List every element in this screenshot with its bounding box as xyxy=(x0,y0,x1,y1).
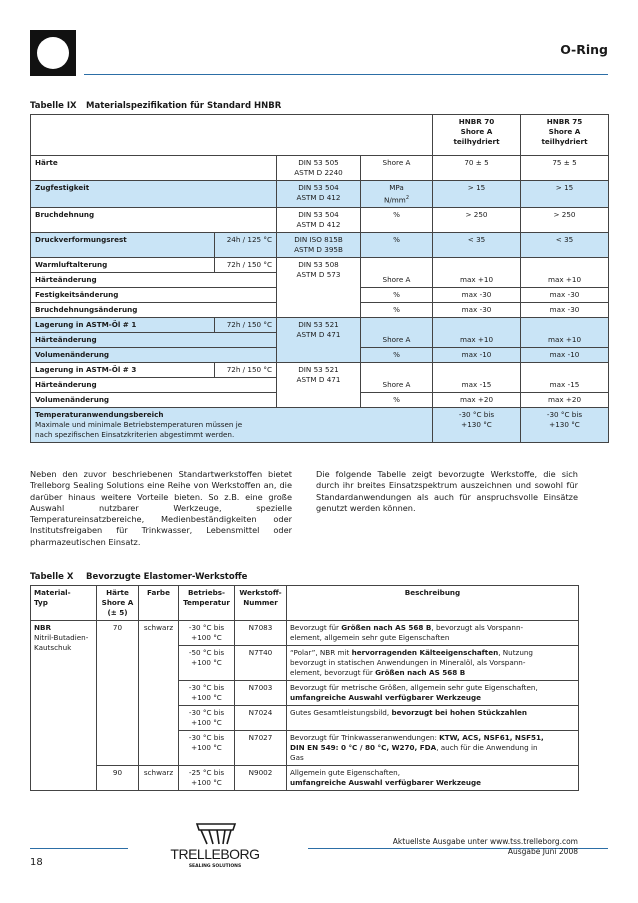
row-norm: DIN ISO 815B ASTM D 395B xyxy=(277,233,361,258)
nummer-cell: N7024 xyxy=(235,706,287,731)
beschreibung-cell: Allgemein gute Eigenschaften, umfangreiche Auswahl verfügbarer Werkzeuge xyxy=(287,766,579,791)
nummer-cell: N7083 xyxy=(235,621,287,646)
row-unit: % xyxy=(361,233,433,258)
row-value-a: max +20 xyxy=(433,393,521,408)
table9-row-oel3 xyxy=(31,363,609,378)
table10-row xyxy=(31,621,579,646)
table10-caption-text: Bevorzugte Elastomer-Werkstoffe xyxy=(86,572,248,582)
farbe-cell: schwarz xyxy=(139,766,179,791)
table9-row-zugfestigkeit xyxy=(31,181,609,208)
col-line: teilhydriert xyxy=(453,137,500,146)
row-norm: DIN 53 504 ASTM D 412 xyxy=(277,181,361,208)
row-value-b: max -15 xyxy=(521,378,609,393)
page-title: O-Ring xyxy=(560,42,608,57)
intro-paragraph-left: Neben den zuvor beschriebenen Standartwerkstoffen bietet Trelleborg Sealing Solutions eine Reihe von Werkstoffen an, die darüber hinaus weitere Vorteile bieten. So z.B. eine große Auswahl nutzbarer Werkzeuge, spezielle Temperatureinsatzbereiche, Medienbeständigkeiten oder Institutsfreigaben für Trinkwasser, Lebensmittel oder pharmazeutischen Einsatz. xyxy=(30,469,292,547)
row-unit: Shore A xyxy=(361,378,433,393)
table10-row xyxy=(31,766,579,791)
row-value-b xyxy=(521,318,609,333)
table9-row-druckverformungsrest xyxy=(31,233,609,258)
row-unit: Shore A xyxy=(361,273,433,288)
row-label: Lagerung in ASTM-Öl # 3 xyxy=(31,363,215,378)
nummer-cell: N9002 xyxy=(235,766,287,791)
row-unit xyxy=(361,318,433,333)
table10-caption xyxy=(30,572,247,582)
row-label: Druckverformungsrest xyxy=(31,233,215,258)
row-value-b: < 35 xyxy=(521,233,609,258)
brand-subtitle: SEALING SOLUTIONS xyxy=(188,864,242,869)
row-label: Zugfestigkeit xyxy=(31,181,277,208)
row-value-b: 75 ± 5 xyxy=(521,156,609,181)
row-value-a: > 250 xyxy=(433,208,521,233)
row-unit: % xyxy=(361,348,433,363)
row-value-a: max -30 xyxy=(433,303,521,318)
beschreibung-cell: Gutes Gesamtleistungsbild, bevorzugt bei hohen Stückzahlen xyxy=(287,706,579,731)
table9-row-oel1 xyxy=(31,318,609,333)
row-label: Volumenänderung xyxy=(31,348,277,363)
table9-caption xyxy=(30,101,281,111)
row-label: Härteänderung xyxy=(31,333,277,348)
footer-date-line: Ausgabe Juni 2008 xyxy=(507,847,578,856)
row-value-a: max +10 xyxy=(433,273,521,288)
header-material: Material- Typ xyxy=(31,586,97,621)
circle-icon xyxy=(37,37,69,69)
col-line: HNBR 70 xyxy=(458,117,495,126)
table10-caption-number: Tabelle X xyxy=(30,572,74,582)
brand-name: TRELLEBORG xyxy=(170,846,260,862)
beschreibung-cell: Bevorzugt für Größen nach AS 568 B, bevorzugt als Vorspann- element, allgemein sehr gute Eigenschaften xyxy=(287,621,579,646)
header-nummer: Werkstoff- Nummer xyxy=(235,586,287,621)
row-value-b: -30 °C bis +130 °C xyxy=(521,408,609,443)
beschreibung-cell: Bevorzugt für Trinkwasseranwendungen: KTW, ACS, NSF61, NSF51, DIN EN 549: 0 °C / 80 °C, W270, FDA, auch für die Anwendung in Gas xyxy=(287,731,579,766)
row-label: Härteänderung xyxy=(31,273,277,288)
haerte-cell: 90 xyxy=(97,766,139,791)
row-value-a xyxy=(433,258,521,273)
row-value-a: max +10 xyxy=(433,333,521,348)
row-unit: % xyxy=(361,303,433,318)
row-label: Festigkeitsänderung xyxy=(31,288,277,303)
header-farbe: Farbe xyxy=(139,586,179,621)
row-label: Volumenänderung xyxy=(31,393,277,408)
table9-row-haerte xyxy=(31,156,609,181)
row-label: Warmluftalterung xyxy=(31,258,215,273)
row-value-b: max +10 xyxy=(521,273,609,288)
table9-header-row xyxy=(31,115,609,156)
table9-header-empty xyxy=(31,115,433,156)
row-label: Bruchdehnung xyxy=(31,208,277,233)
footer-divider-left xyxy=(30,848,128,849)
row-unit xyxy=(361,258,433,273)
row-condition: 72h / 150 °C xyxy=(215,258,277,273)
footer-url-line: Aktuellste Ausgabe unter www.tss.trelleborg.com xyxy=(392,837,578,846)
row-norm: DIN 53 504 ASTM D 412 xyxy=(277,208,361,233)
beschreibung-cell: Bevorzugt für metrische Größen, allgemein sehr gute Eigenschaften, umfangreiche Auswahl verfügbarer Werkzeuge xyxy=(287,681,579,706)
table9-col-hnbr70 xyxy=(433,115,521,156)
row-condition: 72h / 150 °C xyxy=(215,318,277,333)
row-norm: DIN 53 505 ASTM D 2240 xyxy=(277,156,361,181)
row-value-b: > 250 xyxy=(521,208,609,233)
row-label: Lagerung in ASTM-Öl # 1 xyxy=(31,318,215,333)
row-unit: Shore A xyxy=(361,156,433,181)
header-temperatur: Betriebs- Temperatur xyxy=(179,586,235,621)
header-beschreibung: Beschreibung xyxy=(287,586,579,621)
row-unit: % xyxy=(361,208,433,233)
row-condition: 72h / 150 °C xyxy=(215,363,277,378)
farbe-cell: schwarz xyxy=(139,621,179,766)
table9-col-hnbr75 xyxy=(521,115,609,156)
row-unit: MPa $N/mm^2$ xyxy=(361,181,433,208)
row-value-b: max -30 xyxy=(521,288,609,303)
row-value-b: > 15 xyxy=(521,181,609,208)
table9-material-spec xyxy=(30,114,609,443)
row-condition: 24h / 125 °C xyxy=(215,233,277,258)
row-value-b xyxy=(521,363,609,378)
row-value-b: max -30 xyxy=(521,303,609,318)
row-value-a: > 15 xyxy=(433,181,521,208)
row-unit xyxy=(361,408,433,443)
col-line: teilhydriert xyxy=(541,137,588,146)
row-value-b xyxy=(521,258,609,273)
material-cell: NBR Nitril-Butadien- Kautschuk xyxy=(31,621,97,791)
row-value-a: max -15 xyxy=(433,378,521,393)
table9-caption-text: Materialspezifikation für Standard HNBR xyxy=(86,101,282,111)
header-divider xyxy=(84,74,608,75)
row-unit: % xyxy=(361,288,433,303)
table9-caption-number: Tabelle IX xyxy=(30,101,77,111)
table10-header-row xyxy=(31,586,579,621)
temperatur-cell: -50 °C bis +100 °C xyxy=(179,646,235,681)
chapter-logo xyxy=(30,30,76,76)
table9-row-warmluft xyxy=(31,258,609,273)
col-line: Shore A xyxy=(548,127,581,136)
row-value-a xyxy=(433,363,521,378)
row-value-b: max +20 xyxy=(521,393,609,408)
temperatur-cell: -30 °C bis +100 °C xyxy=(179,706,235,731)
temperatur-cell: -30 °C bis +100 °C xyxy=(179,681,235,706)
row-norm: DIN 53 521 ASTM D 471 xyxy=(277,318,361,363)
row-value-b: max -10 xyxy=(521,348,609,363)
haerte-cell: 70 xyxy=(97,621,139,766)
row-value-b: max +10 xyxy=(521,333,609,348)
row-unit: % xyxy=(361,393,433,408)
col-line: Shore A xyxy=(460,127,493,136)
temperatur-cell: -25 °C bis +100 °C xyxy=(179,766,235,791)
table10-elastomer-materials xyxy=(30,585,579,791)
header-haerte: Härte Shore A (± 5) xyxy=(97,586,139,621)
row-label: Temperaturanwendungsbereich Maximale und minimale Betriebstemperaturen müssen je nach spezifischen Einsatzkriterien abgestimmt werden. xyxy=(31,408,361,443)
page-number: 18 xyxy=(30,857,43,868)
row-value-a: max -10 xyxy=(433,348,521,363)
col-line: HNBR 75 xyxy=(546,117,583,126)
row-norm: DIN 53 508 ASTM D 573 xyxy=(277,258,361,318)
nummer-cell: N7027 xyxy=(235,731,287,766)
row-norm: DIN 53 521 ASTM D 471 xyxy=(277,363,361,408)
row-value-a xyxy=(433,318,521,333)
nummer-cell: N7003 xyxy=(235,681,287,706)
nummer-cell: N7T40 xyxy=(235,646,287,681)
temperatur-cell: -30 °C bis +100 °C xyxy=(179,731,235,766)
table9-row-temperatur xyxy=(31,408,609,443)
temperatur-cell: -30 °C bis +100 °C xyxy=(179,621,235,646)
row-value-a: -30 °C bis +130 °C xyxy=(433,408,521,443)
row-label: Bruchdehnungsänderung xyxy=(31,303,277,318)
row-value-a: < 35 xyxy=(433,233,521,258)
row-label: Härteänderung xyxy=(31,378,277,393)
table9-row-bruchdehnung xyxy=(31,208,609,233)
intro-paragraph-right: Die folgende Tabelle zeigt bevorzugte Werkstoffe, die sich durch ihr breites Einsatzspektrum auszeichnen und sowohl für Standardanwendungen als auch für anspruchsvolle Einsätze genutzt werden können. xyxy=(316,469,578,513)
footer-edition-info xyxy=(393,837,578,857)
row-value-a: max -30 xyxy=(433,288,521,303)
row-value-a: 70 ± 5 xyxy=(433,156,521,181)
row-label: Härte xyxy=(31,156,277,181)
beschreibung-cell: “Polar”, NBR mit hervorragenden Kälteeigenschaften, Nutzung bevorzugt in statischen Anwendungen in Mineralöl, als Vorspann- element, bevorzugt für Größen nach AS 568 B xyxy=(287,646,579,681)
row-unit: Shore A xyxy=(361,333,433,348)
row-unit xyxy=(361,363,433,378)
